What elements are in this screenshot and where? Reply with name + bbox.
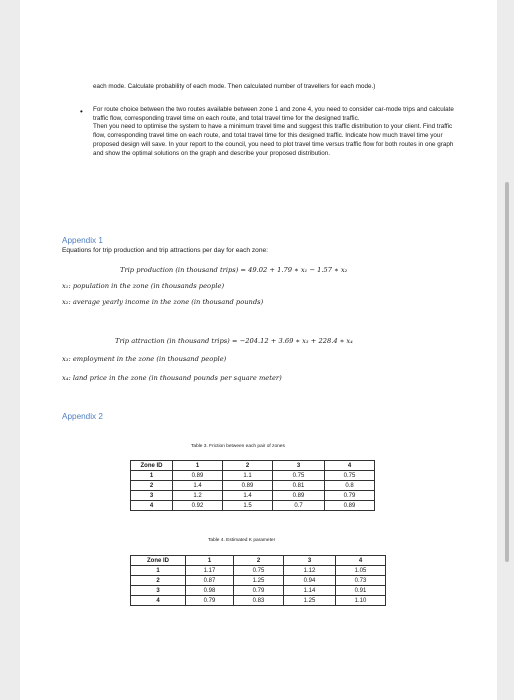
table-cell: 0.79 xyxy=(186,596,234,606)
body-paragraph-route-choice xyxy=(93,106,455,158)
row-header: 4 xyxy=(131,596,186,606)
table-cell: 1.4 xyxy=(173,481,223,491)
table-row xyxy=(131,586,386,596)
friction-table xyxy=(130,460,375,511)
table-row xyxy=(131,566,386,576)
table-row xyxy=(131,576,386,586)
table-row xyxy=(131,471,375,481)
table-cell: 1.14 xyxy=(284,586,336,596)
table-cell: 0.75 xyxy=(273,471,325,481)
table-row xyxy=(131,481,375,491)
appendix-1-heading: Appendix 1 xyxy=(62,236,103,245)
table-cell: 1.1 xyxy=(223,471,273,481)
trip-production-equation: Trip production (in thousand trips) = 49.02 + 1.79 ∗ x₁ − 1.57 ∗ x₂ xyxy=(120,266,348,274)
table-cell: 0.87 xyxy=(186,576,234,586)
table-cell: 0.79 xyxy=(325,491,375,501)
table-cell: 0.91 xyxy=(336,586,386,596)
table-cell: 1.2 xyxy=(173,491,223,501)
table-cell: 0.8 xyxy=(325,481,375,491)
column-header: 1 xyxy=(173,461,223,471)
table-cell: 1.25 xyxy=(284,596,336,606)
row-header: 3 xyxy=(131,491,173,501)
table-cell: 0.75 xyxy=(234,566,284,576)
table-4-caption: Table 4. Estimated K parameter xyxy=(208,538,276,543)
table-row xyxy=(131,501,375,511)
column-header: Zone ID xyxy=(131,461,173,471)
table-cell: 0.89 xyxy=(325,501,375,511)
table-cell: 0.89 xyxy=(273,491,325,501)
table-cell: 0.75 xyxy=(325,471,375,481)
row-header: 3 xyxy=(131,586,186,596)
table-cell: 0.83 xyxy=(234,596,284,606)
table-cell: 1.12 xyxy=(284,566,336,576)
column-header: Zone ID xyxy=(131,556,186,566)
table-cell: 1.17 xyxy=(186,566,234,576)
table-cell: 1.05 xyxy=(336,566,386,576)
table-cell: 0.89 xyxy=(173,471,223,481)
table-cell: 0.7 xyxy=(273,501,325,511)
x2-definition: x₂: average yearly income in the zone (in thousand pounds) xyxy=(62,298,264,306)
row-header: 2 xyxy=(131,576,186,586)
column-header: 4 xyxy=(336,556,386,566)
column-header: 1 xyxy=(186,556,234,566)
x1-definition: x₁: population in the zone (in thousands people) xyxy=(62,282,225,290)
row-header: 2 xyxy=(131,481,173,491)
column-header: 2 xyxy=(223,461,273,471)
table-cell: 0.92 xyxy=(173,501,223,511)
row-header: 1 xyxy=(131,566,186,576)
row-header: 4 xyxy=(131,501,173,511)
equations-intro: Equations for trip production and trip attractions per day for each zone: xyxy=(62,247,268,254)
table-cell: 1.25 xyxy=(234,576,284,586)
table-cell: 1.5 xyxy=(223,501,273,511)
table-3-caption: Table 3. Friction between each pair of zones xyxy=(191,444,285,449)
k-parameter-table xyxy=(130,555,386,606)
table-cell: 1.4 xyxy=(223,491,273,501)
optimisation-text: Then you need to optimise the system to have a minimum travel time and suggest this traffic distribution to your client. Find traffic flow, corresponding travel time on each route, and total travel time for this designed traffic. Indicate how much travel time your proposed design will save. In your report to the council, you need to plot travel time versus traffic flow for both routes in one graph and show the optimal solutions on the graph and describe your proposed distribution. xyxy=(93,123,454,157)
x4-definition: x₄: land price in the zone (in thousand pounds per square meter) xyxy=(62,374,282,382)
row-header: 1 xyxy=(131,471,173,481)
table-row xyxy=(131,491,375,501)
vertical-scrollbar[interactable] xyxy=(505,182,509,562)
route-choice-text: For route choice between the two routes available between zone 1 and zone 4, you need to consider car-mode trips and calculate traffic flow, corresponding travel time on each route, and total travel time for the designed traffic. xyxy=(93,106,454,122)
bullet-icon: • xyxy=(80,107,83,116)
column-header: 4 xyxy=(325,461,375,471)
table-cell: 1.10 xyxy=(336,596,386,606)
x3-definition: x₃: employment in the zone (in thousand people) xyxy=(62,355,227,363)
table-cell: 0.94 xyxy=(284,576,336,586)
trip-attraction-equation: Trip attraction (in thousand trips) = −204.12 + 3.69 ∗ x₃ + 228.4 ∗ x₄ xyxy=(115,337,353,345)
table-row xyxy=(131,596,386,606)
column-header: 3 xyxy=(273,461,325,471)
table-cell: 0.98 xyxy=(186,586,234,596)
column-header: 3 xyxy=(284,556,336,566)
table-cell: 0.81 xyxy=(273,481,325,491)
table-cell: 0.79 xyxy=(234,586,284,596)
body-paragraph-mode-probability: each mode. Calculate probability of each mode. Then calculated number of travellers for each mode.) xyxy=(93,83,376,90)
table-header-row xyxy=(131,556,386,566)
column-header: 2 xyxy=(234,556,284,566)
appendix-2-heading: Appendix 2 xyxy=(62,412,103,421)
table-cell: 0.73 xyxy=(336,576,386,586)
table-cell: 0.89 xyxy=(223,481,273,491)
table-header-row xyxy=(131,461,375,471)
